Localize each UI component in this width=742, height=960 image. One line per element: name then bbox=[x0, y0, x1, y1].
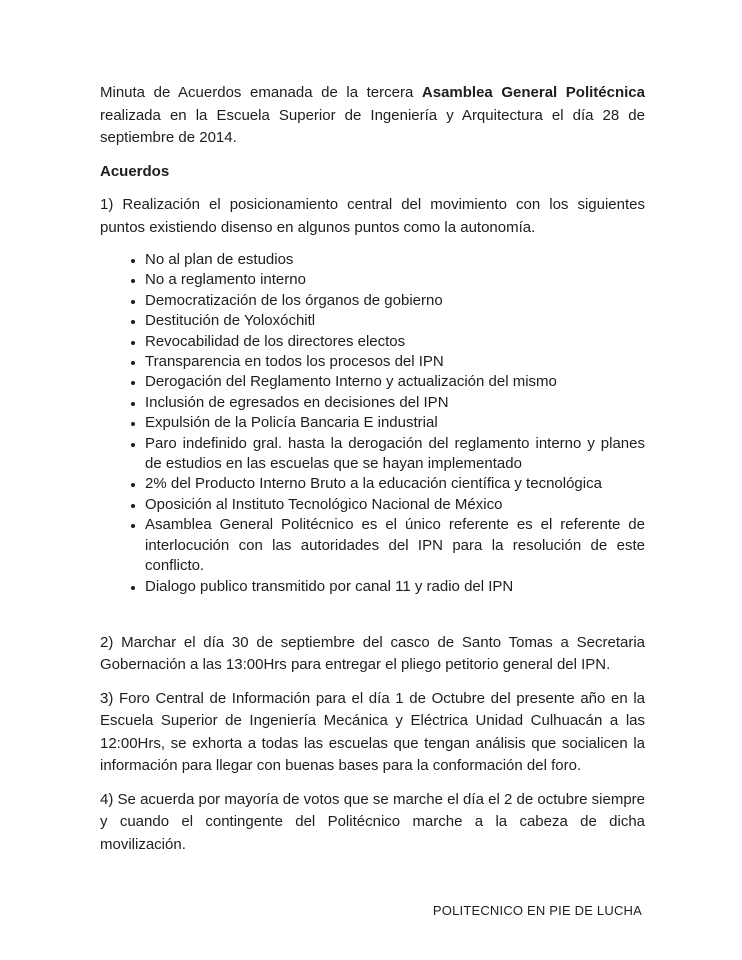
section-heading: Acuerdos bbox=[100, 162, 170, 180]
bullet-item: • No al plan de estudios bbox=[145, 250, 645, 270]
bullet-item: • Revocabilidad de los directores electos bbox=[145, 332, 645, 352]
intro-paragraph bbox=[100, 82, 645, 150]
bullet-item: • Oposición al Instituto Tecnológico Nacional de México bbox=[145, 495, 645, 515]
agreement-bullet-list bbox=[100, 250, 645, 597]
bullet-item: • Democratización de los órganos de gobierno bbox=[145, 291, 645, 311]
bullet-item: • No a reglamento interno bbox=[145, 270, 645, 290]
bullet-item: • Expulsión de la Policía Bancaria E industrial bbox=[145, 413, 645, 433]
bullet-item: • Paro indefinido gral. hasta la derogación del reglamento interno y planes de estudios en las escuelas que se hayan implementado bbox=[145, 434, 645, 475]
agreement-item-2: 2) Marchar el día 30 de septiembre del casco de Santo Tomas a Secretaria Gobernación a las 13:00Hrs para entregar el pliego petitorio general del IPN. bbox=[100, 633, 645, 674]
intro-text-bold: Asamblea General Politécnica bbox=[421, 84, 645, 101]
bullet-item: • Dialogo publico transmitido por canal 11 y radio del IPN bbox=[145, 577, 645, 597]
bullet-item: • Inclusión de egresados en decisiones del IPN bbox=[145, 393, 645, 413]
agreement-item-1: 1) Realización el posicionamiento central del movimiento con los siguientes puntos existiendo disenso en algunos puntos como la autonomía. bbox=[100, 196, 645, 236]
bullet-item: • Transparencia en todos los procesos del IPN bbox=[145, 352, 645, 372]
intro-text-before: Minuta de Acuerdos emanada de la tercera bbox=[100, 84, 422, 101]
bullet-item: • Asamblea General Politécnico es el único referente es el referente de interlocución con las autoridades del IPN para la resolución de este conflicto. bbox=[145, 515, 645, 576]
agreement-item-4: 4) Se acuerda por mayoría de votos que se marche el día el 2 de octubre siempre y cuando el contingente del Politécnico marche a la cabeza de dicha movilización. bbox=[100, 790, 645, 853]
bullet-item: • Derogación del Reglamento Interno y actualización del mismo bbox=[145, 372, 645, 392]
bullet-item: • 2% del Producto Interno Bruto a la educación científica y tecnológica bbox=[145, 474, 645, 494]
intro-text-after: realizada en la Escuela Superior de Ingeniería y Arquitectura el día 28 de septiembre de 2014. bbox=[100, 106, 645, 146]
bullet-item: • Destitución de Yoloxóchitl bbox=[145, 311, 645, 331]
agreement-item-3: 3) Foro Central de Información para el día 1 de Octubre del presente año en la Escuela Superior de Ingeniería Mecánica y Eléctrica Unidad Culhuacán a las 12:00Hrs, se exhorta a todas las escuelas que tengan análisis que socialicen la información para llegar con buenas bases para la conformación del foro. bbox=[100, 689, 645, 775]
footer-slogan: POLITECNICO EN PIE DE LUCHA bbox=[432, 903, 642, 918]
